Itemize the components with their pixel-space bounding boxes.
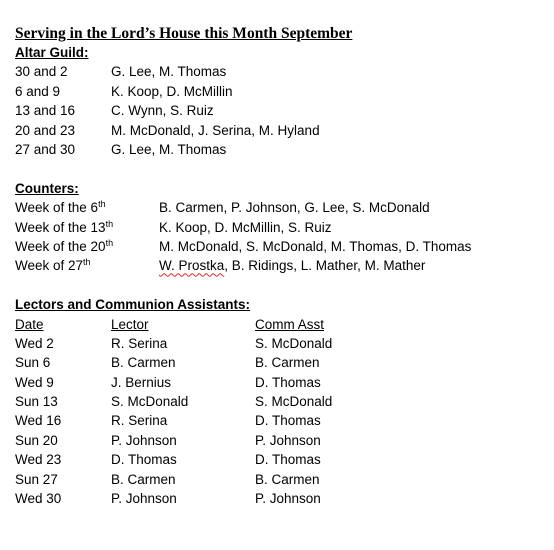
altar-guild-row — [15, 140, 545, 159]
lectors-row — [15, 470, 545, 489]
lectors-heading: Lectors and Communion Assistants: — [15, 297, 251, 313]
altar-guild-names: G. Lee, M. Thomas — [111, 141, 227, 157]
counters-names — [159, 256, 425, 275]
service-date: Sun 6 — [15, 355, 51, 371]
altar-guild-dates: 20 and 23 — [15, 122, 76, 138]
week-label: Week of 27 — [15, 258, 84, 274]
lectors-row — [15, 450, 545, 469]
counters-week — [15, 218, 113, 237]
lector-name: S. McDonald — [111, 394, 189, 410]
comm-asst-name: S. McDonald — [255, 394, 333, 410]
ordinal-suffix: th — [98, 199, 106, 210]
week-label: Week of the 6 — [15, 200, 99, 216]
comm-asst-name: D. Thomas — [255, 374, 321, 390]
document-body — [15, 24, 545, 508]
counters-names-rest: , B. Ridings, L. Mather, M. Mather — [224, 258, 426, 274]
comm-asst-name: P. Johnson — [255, 491, 321, 507]
altar-guild-row — [15, 82, 545, 101]
lectors-column-headers — [15, 315, 545, 334]
altar-guild-dates: 30 and 2 — [15, 64, 68, 80]
counters-week — [15, 198, 106, 217]
counters-names: K. Koop, D. McMillin, S. Ruiz — [159, 219, 332, 235]
counters-names: B. Carmen, P. Johnson, G. Lee, S. McDonald — [159, 200, 430, 216]
lector-name: B. Carmen — [111, 355, 176, 371]
service-date: Sun 13 — [15, 394, 58, 410]
lector-name: R. Serina — [111, 413, 168, 429]
altar-guild-row — [15, 101, 545, 120]
comm-asst-name: P. Johnson — [255, 432, 321, 448]
lectors-row — [15, 411, 545, 430]
altar-guild-heading: Altar Guild: — [15, 45, 89, 60]
spellcheck-flagged-name: W. Prostka — [159, 258, 225, 274]
comm-asst-column-header: Comm Asst — [255, 316, 325, 332]
service-date: Wed 16 — [15, 413, 62, 429]
service-date: Wed 2 — [15, 335, 54, 351]
ordinal-suffix: th — [83, 257, 91, 268]
comm-asst-name: S. McDonald — [255, 335, 333, 351]
counters-row — [15, 256, 545, 275]
comm-asst-name: B. Carmen — [255, 355, 320, 371]
service-date: Wed 9 — [15, 374, 54, 390]
lector-name: B. Carmen — [111, 471, 176, 487]
counters-week — [15, 256, 91, 275]
lector-name: P. Johnson — [111, 491, 177, 507]
comm-asst-name: D. Thomas — [255, 413, 321, 429]
lectors-row — [15, 353, 545, 372]
service-date: Sun 20 — [15, 432, 58, 448]
altar-guild-dates: 6 and 9 — [15, 83, 61, 99]
week-label: Week of the 13 — [15, 219, 106, 235]
altar-guild-row — [15, 62, 545, 81]
lector-name: D. Thomas — [111, 452, 177, 468]
page-title: Serving in the Lord’s House this Month September — [15, 25, 353, 42]
lectors-row — [15, 489, 545, 508]
counters-week — [15, 237, 113, 256]
lectors-row — [15, 334, 545, 353]
altar-guild-row — [15, 121, 545, 140]
lector-name: R. Serina — [111, 335, 168, 351]
lector-name: J. Bernius — [111, 374, 172, 390]
lector-column-header: Lector — [111, 316, 149, 332]
altar-guild-names: G. Lee, M. Thomas — [111, 64, 227, 80]
lectors-row — [15, 392, 545, 411]
blank-line — [15, 159, 545, 178]
altar-guild-dates: 13 and 16 — [15, 103, 76, 119]
altar-guild-names: K. Koop, D. McMillin — [111, 83, 233, 99]
comm-asst-name: D. Thomas — [255, 452, 321, 468]
counters-row — [15, 198, 545, 217]
ordinal-suffix: th — [105, 218, 114, 229]
comm-asst-name: B. Carmen — [255, 471, 320, 487]
altar-guild-dates: 27 and 30 — [15, 141, 76, 157]
blank-line — [15, 276, 545, 295]
altar-guild-names: C. Wynn, S. Ruiz — [111, 103, 214, 119]
counters-heading: Counters: — [15, 180, 79, 196]
service-date: Sun 27 — [15, 471, 58, 487]
counters-row — [15, 237, 545, 256]
lector-name: P. Johnson — [111, 432, 177, 448]
service-date: Wed 23 — [15, 452, 62, 468]
week-label: Week of the 20 — [15, 238, 106, 254]
service-date: Wed 30 — [15, 491, 62, 507]
counters-row — [15, 218, 545, 237]
lectors-row — [15, 373, 545, 392]
date-column-header: Date — [15, 316, 44, 332]
ordinal-suffix: th — [105, 237, 114, 248]
lectors-row — [15, 431, 545, 450]
altar-guild-names: M. McDonald, J. Serina, M. Hyland — [111, 122, 320, 138]
counters-names: M. McDonald, S. McDonald, M. Thomas, D. Thomas — [159, 238, 472, 254]
